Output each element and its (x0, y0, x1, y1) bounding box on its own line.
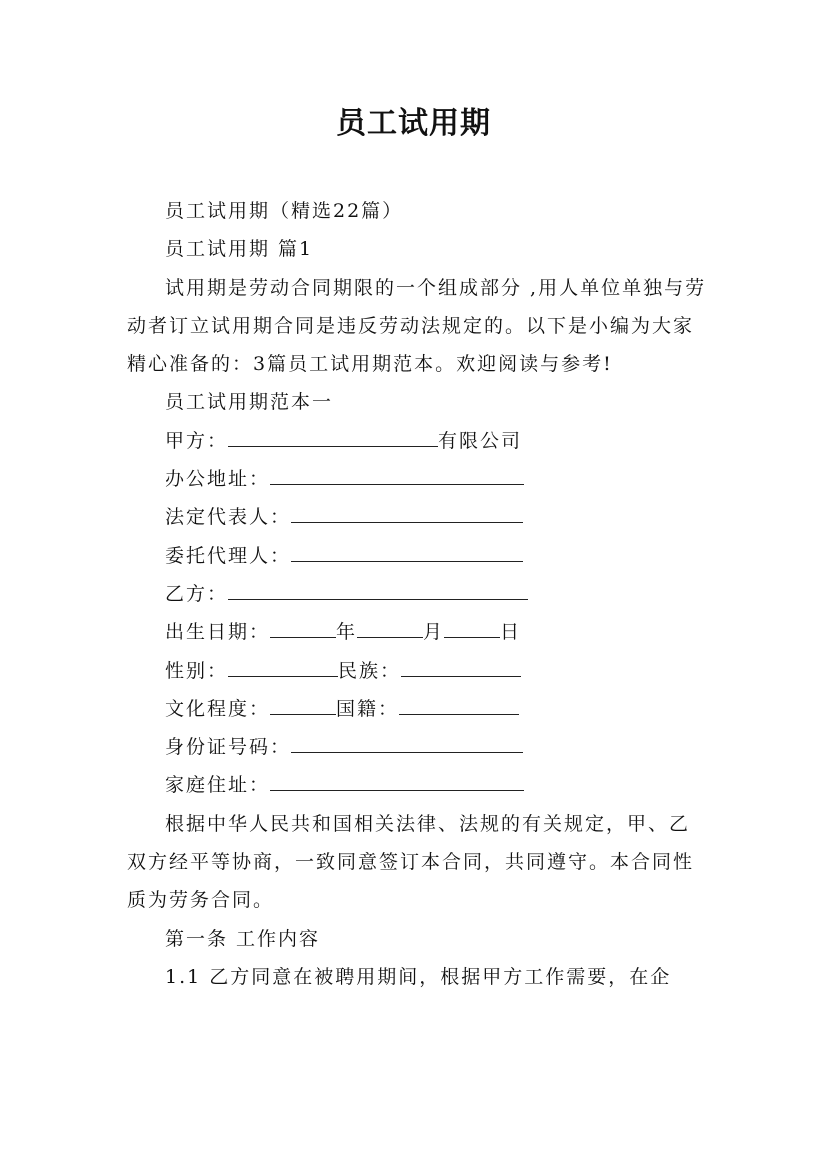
gender-blank (228, 657, 338, 677)
party-a-blank (228, 427, 438, 447)
article-1-1: 1.1 乙方同意在被聘用期间，根据甲方工作需要，在企 (165, 965, 672, 988)
article-1-heading: 第一条 工作内容 (165, 927, 321, 950)
nationality-blank (399, 695, 519, 715)
education-blank (270, 695, 336, 715)
address-blank (270, 771, 524, 791)
subtitle: 员工试用期（精选22篇） (165, 200, 404, 222)
agreement-paragraph: 根据中华人民共和国相关法律、法规的有关规定，甲、乙双方经平等协商，一致同意签订本合同，共同遵守。本合同性质为劳务合同。 (127, 812, 695, 912)
address-line (127, 766, 707, 804)
day-label: 日 (500, 621, 522, 644)
birth-day-blank (444, 618, 500, 638)
gender-line (127, 652, 707, 690)
birth-line (127, 613, 707, 651)
party-b-blank (228, 580, 528, 600)
sample-heading: 员工试用期范本一 (165, 391, 334, 414)
nationality-label: 国籍： (336, 697, 400, 720)
intro-paragraph: 试用期是劳动合同期限的一个组成部分 ,用人单位单独与劳动者订立试用期合同是违反劳动法规定的。以下是小编为大家精心准备的：3篇员工试用期范本。欢迎阅读与参考! (127, 276, 707, 376)
document-body (127, 192, 707, 996)
id-blank (291, 733, 523, 753)
month-label: 月 (423, 621, 445, 644)
address-label: 家庭住址： (165, 774, 271, 797)
birth-year-blank (270, 618, 336, 638)
education-line (127, 690, 707, 728)
party-a-label: 甲方： (165, 429, 229, 452)
agent-line (127, 537, 707, 575)
agent-blank (291, 542, 523, 562)
gender-label: 性别： (165, 659, 229, 682)
id-line (127, 728, 707, 766)
office-line (127, 460, 707, 498)
party-b-line (127, 575, 707, 613)
party-b-label: 乙方： (165, 582, 229, 605)
year-label: 年 (336, 621, 358, 644)
id-label: 身份证号码： (165, 736, 292, 759)
legal-rep-label: 法定代表人： (165, 506, 292, 529)
birth-month-blank (357, 618, 423, 638)
education-label: 文化程度： (165, 697, 271, 720)
ethnicity-label: 民族： (338, 659, 402, 682)
party-a-line (127, 422, 707, 460)
legal-rep-blank (291, 503, 523, 523)
section-heading: 员工试用期 篇1 (165, 238, 314, 261)
legal-rep-line (127, 498, 707, 536)
document-title: 员工试用期 (336, 106, 491, 141)
party-a-suffix: 有限公司 (438, 429, 523, 452)
office-label: 办公地址： (165, 468, 271, 491)
birth-label: 出生日期： (165, 621, 271, 644)
office-blank (270, 465, 524, 485)
ethnicity-blank (401, 657, 521, 677)
agent-label: 委托代理人： (165, 544, 292, 567)
